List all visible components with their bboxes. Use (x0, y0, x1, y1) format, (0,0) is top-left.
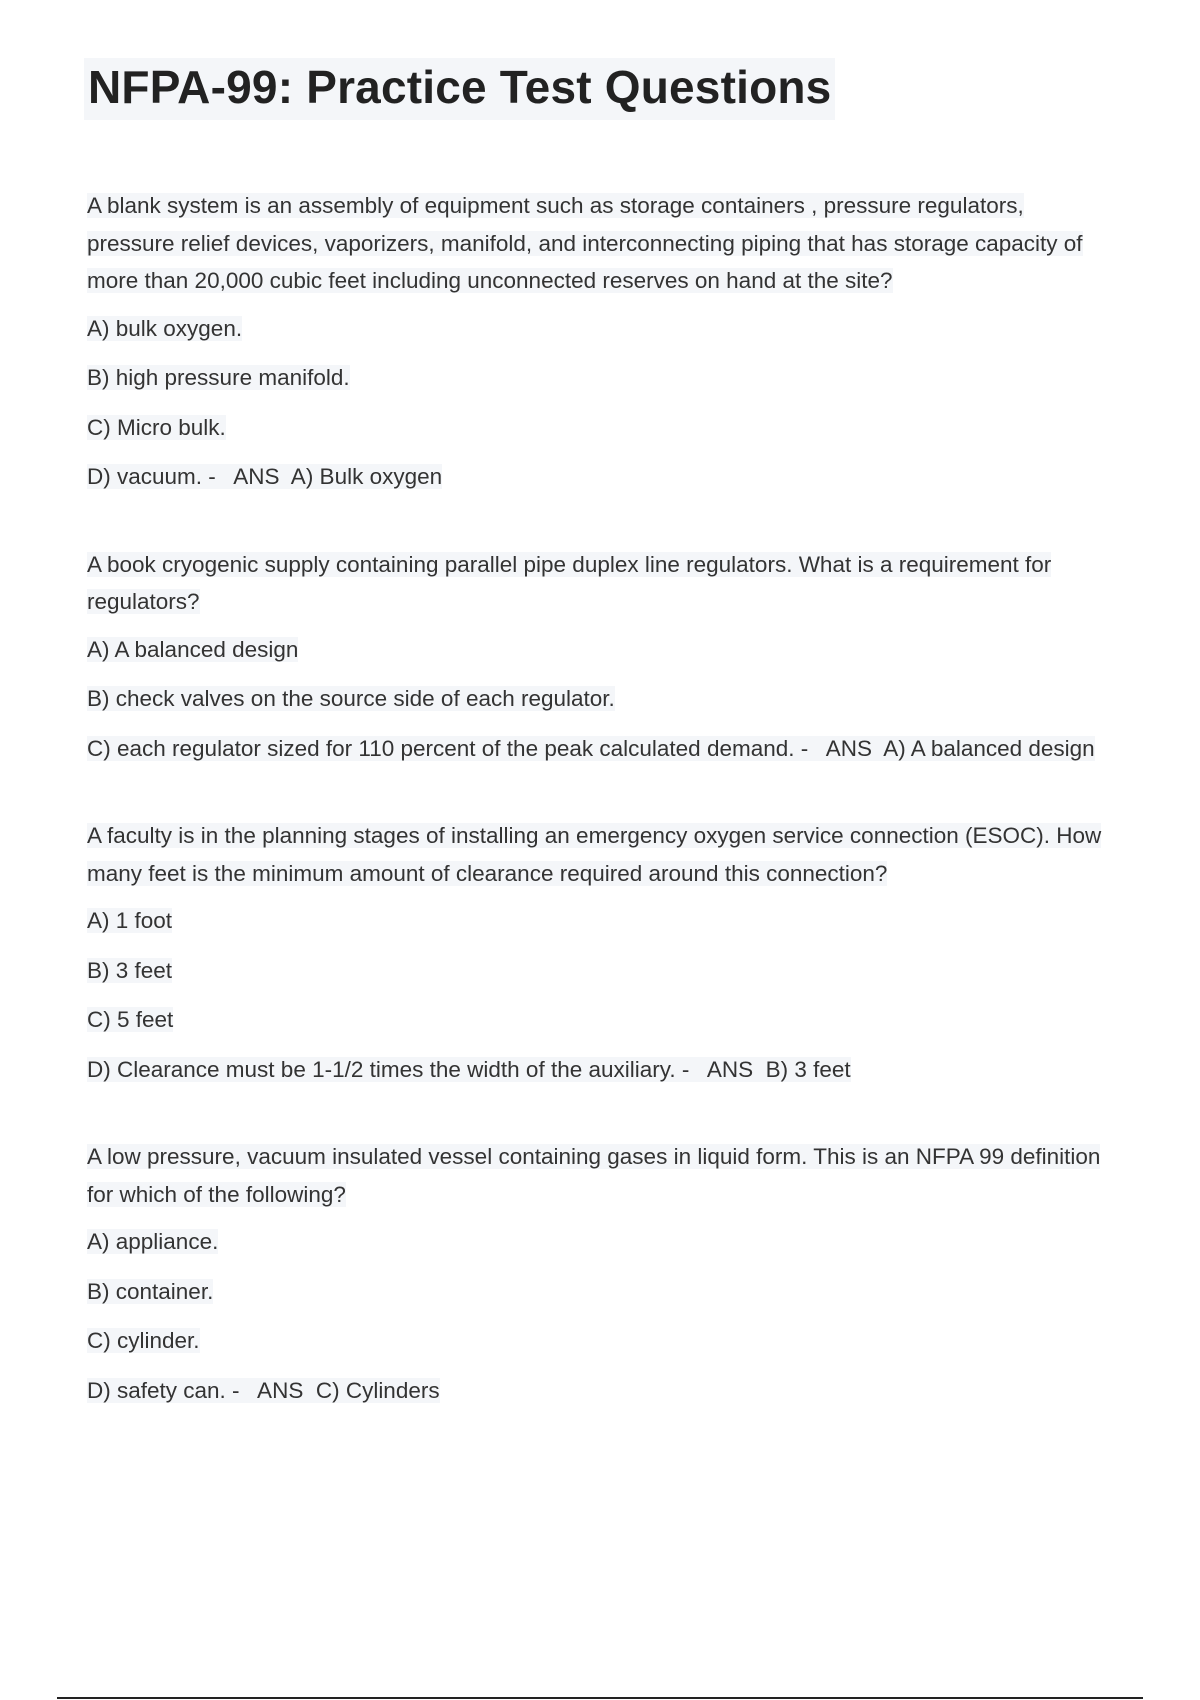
option-text: D) Clearance must be 1-1/2 times the width of the auxiliary. - ANS B) 3 feet (87, 1056, 851, 1082)
option-text: A) 1 foot (87, 908, 173, 933)
question-text-content: A book cryogenic supply containing parallel pipe duplex line regulators. What is a requirement for regulators? (87, 551, 1052, 614)
footer-divider (57, 1697, 1143, 1699)
option-text: C) Micro bulk. (87, 414, 226, 440)
option-c (87, 409, 1117, 447)
option-c-with-answer (87, 730, 1117, 768)
option-b (87, 680, 1117, 718)
option-text: A) bulk oxygen. (87, 315, 243, 341)
title-block (84, 58, 835, 120)
option-b (87, 952, 1117, 990)
option-a (87, 631, 1117, 669)
question-text (87, 1138, 1117, 1213)
option-a (87, 902, 1117, 940)
option-text: A) A balanced design (87, 636, 299, 662)
question-3 (87, 817, 1117, 1088)
question-text (87, 187, 1117, 300)
option-text: B) container. (87, 1278, 214, 1304)
option-text: B) 3 feet (87, 957, 173, 983)
question-text-content: A low pressure, vacuum insulated vessel containing gases in liquid form. This is an NFPA 99 definition for which of the following? (87, 1144, 1101, 1207)
option-d-with-answer (87, 1051, 1117, 1089)
option-text: D) safety can. - ANS C) Cylinders (87, 1377, 440, 1403)
option-a (87, 1223, 1117, 1261)
option-text: D) vacuum. - ANS A) Bulk oxygen (87, 464, 443, 489)
option-text: B) check valves on the source side of each regulator. (87, 686, 615, 711)
question-text-content: A blank system is an assembly of equipment such as storage containers , pressure regulators, pressure relief devices, vaporizers, manifold, and interconnecting piping that has storage capacity of more than 20,000 cubic feet including unconnected reserves on hand at the site? (87, 193, 1083, 293)
option-text: A) appliance. (87, 1229, 219, 1254)
question-text-content: A faculty is in the planning stages of installing an emergency oxygen service connection (ESOC). How many feet is the minimum amount of clearance required around this connection? (87, 823, 1102, 886)
question-4 (87, 1138, 1117, 1409)
option-d-with-answer (87, 458, 1117, 496)
option-c (87, 1001, 1117, 1039)
option-c (87, 1322, 1117, 1360)
option-text: B) high pressure manifold. (87, 365, 350, 390)
page-title: NFPA-99: Practice Test Questions (88, 61, 832, 113)
option-b (87, 359, 1117, 397)
question-list (87, 187, 1117, 1459)
option-text: C) cylinder. (87, 1328, 200, 1353)
question-1 (87, 187, 1117, 496)
option-a (87, 310, 1117, 348)
question-text (87, 817, 1117, 892)
option-d-with-answer (87, 1372, 1117, 1410)
question-2 (87, 546, 1117, 768)
option-text: C) each regulator sized for 110 percent of the peak calculated demand. - ANS A) A balanced design (87, 735, 1095, 761)
question-text (87, 546, 1117, 621)
option-text: C) 5 feet (87, 1007, 174, 1032)
option-b (87, 1273, 1117, 1311)
